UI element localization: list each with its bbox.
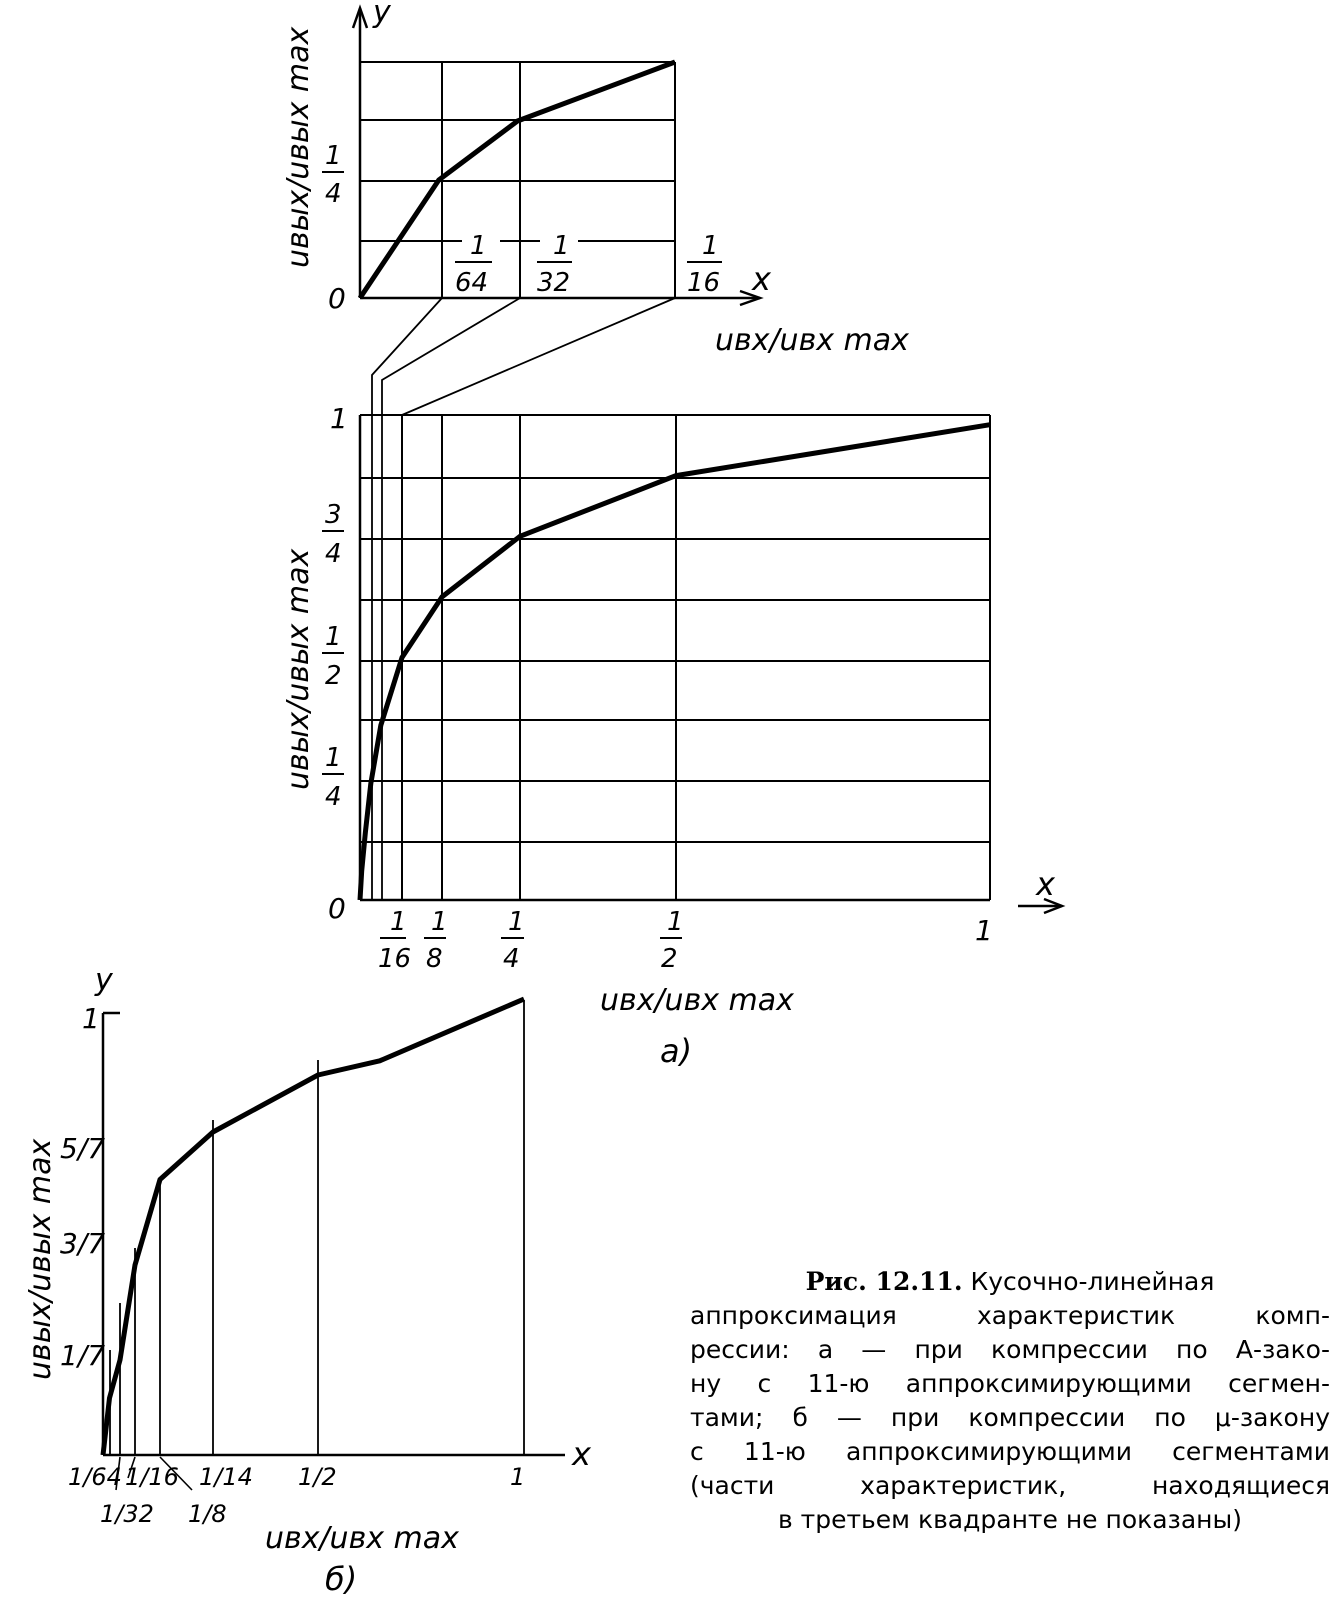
curve-b bbox=[103, 999, 524, 1455]
x-tick-den: 64 bbox=[455, 268, 489, 298]
x-tick-label-b-3: 1/16 bbox=[125, 1463, 179, 1491]
caption-line-5: тами; б — при компрессии по μ-закону bbox=[690, 1403, 1330, 1432]
x-tick-label-b-2: 1/32 bbox=[100, 1500, 154, 1528]
y-tick-label-a-main-3 bbox=[322, 743, 344, 812]
sublabel-b: б) bbox=[325, 1560, 358, 1598]
x-tick-den: 32 bbox=[537, 268, 571, 298]
x-tick-label-a-main-3 bbox=[501, 907, 525, 974]
chart-b bbox=[23, 963, 592, 1598]
caption-line-6: с 11-ю аппроксимирующими сегментами bbox=[690, 1437, 1330, 1466]
origin-label-a-top: 0 bbox=[328, 282, 346, 315]
chart-a-top bbox=[281, 0, 909, 358]
figure-caption bbox=[690, 1265, 1330, 1537]
x-tick-label-a-main-5: 1 bbox=[975, 914, 993, 947]
x-tick-label-a-top-2 bbox=[537, 231, 572, 298]
y-tick-num: 3 bbox=[325, 500, 342, 530]
y-tick-num: 1 bbox=[325, 622, 342, 652]
y-tick-den: 4 bbox=[325, 539, 342, 569]
caption-line-7: (части характеристик, находящиеся bbox=[690, 1471, 1330, 1500]
y-tick-den: 4 bbox=[325, 179, 342, 209]
y-axis-name-b: y bbox=[95, 963, 113, 998]
caption-line-4: ну с 11-ю аппроксимирующими сегмен- bbox=[690, 1369, 1330, 1398]
y-tick-label-a-top bbox=[322, 141, 344, 209]
x-axis-label-a-top: uвх/uвх max bbox=[715, 323, 909, 358]
x-tick-label-a-main-4 bbox=[660, 907, 684, 974]
y-axis-name-a-top: y bbox=[373, 0, 391, 30]
y-tick-label-b-1: 1 bbox=[82, 1002, 100, 1035]
x-axis-name-a-top: x bbox=[752, 260, 771, 298]
caption-title: Рис. 12.11. bbox=[805, 1267, 963, 1296]
chart-a-main bbox=[281, 402, 1062, 1070]
top-label-a-main: 1 bbox=[330, 402, 348, 435]
y-tick-label-a-main-1 bbox=[322, 500, 344, 569]
y-tick-den: 2 bbox=[325, 661, 342, 691]
y-tick-label-a-main-2 bbox=[322, 622, 344, 691]
caption-line-2: аппроксимация характеристик комп- bbox=[690, 1301, 1330, 1330]
y-tick-label-b-2: 5/7 bbox=[60, 1132, 106, 1165]
x-axis-name-b: x bbox=[572, 1435, 591, 1473]
grid-a-main bbox=[360, 415, 990, 900]
x-tick-label-a-top-3 bbox=[687, 231, 722, 298]
x-tick-num: 1 bbox=[553, 231, 570, 261]
x-tick-label-b-4: 1/8 bbox=[188, 1500, 227, 1528]
y-axis-label-a-top: uвых/uвых max bbox=[281, 26, 316, 268]
x-tick-label-b-7: 1 bbox=[510, 1463, 526, 1491]
caption-line-1 bbox=[690, 1265, 1330, 1299]
x-tick-num: 1 bbox=[508, 907, 525, 937]
x-tick-num: 1 bbox=[702, 231, 719, 261]
y-tick-num: 1 bbox=[325, 141, 342, 171]
caption-line-3: рессии: a — при компрессии по А-зако- bbox=[690, 1335, 1330, 1364]
x-axis-label-a-main: uвх/uвх max bbox=[600, 983, 794, 1018]
x-tick-den: 16 bbox=[687, 268, 721, 298]
x-tick-den: 4 bbox=[503, 944, 520, 974]
x-tick-den: 8 bbox=[426, 944, 443, 974]
x-tick-label-b-1: 1/64 bbox=[68, 1463, 122, 1491]
y-tick-num: 1 bbox=[325, 743, 342, 773]
y-axis-label-b: uвых/uвых max bbox=[23, 1138, 58, 1380]
y-tick-label-b-3: 3/7 bbox=[60, 1227, 106, 1260]
verticals-b bbox=[110, 1000, 524, 1455]
x-tick-label-b-6: 1/2 bbox=[298, 1463, 337, 1491]
caption-text-1: Кусочно-линейная bbox=[970, 1267, 1215, 1296]
x-tick-num: 1 bbox=[390, 907, 407, 937]
y-tick-den: 4 bbox=[325, 782, 342, 812]
y-tick-label-b-4: 1/7 bbox=[60, 1339, 106, 1372]
sublabel-a: а) bbox=[660, 1032, 693, 1070]
grid-a-top bbox=[360, 62, 675, 298]
x-tick-label-a-main-2 bbox=[424, 907, 448, 974]
x-tick-label-a-main-1 bbox=[378, 907, 411, 974]
caption-line-8: в третьем квадранте не показаны) bbox=[777, 1505, 1243, 1534]
x-tick-label-b-5: 1/14 bbox=[199, 1463, 253, 1491]
x-tick-den: 2 bbox=[661, 944, 678, 974]
y-axis-label-a-main: uвых/uвых max bbox=[281, 548, 316, 790]
x-tick-num: 1 bbox=[470, 231, 487, 261]
x-axis-label-b: uвх/uвх max bbox=[265, 1521, 459, 1556]
x-axis-name-a-main: x bbox=[1036, 865, 1055, 903]
x-tick-num: 1 bbox=[667, 907, 684, 937]
origin-label-a-main: 0 bbox=[328, 892, 346, 925]
x-tick-num: 1 bbox=[431, 907, 448, 937]
x-tick-den: 16 bbox=[378, 944, 412, 974]
